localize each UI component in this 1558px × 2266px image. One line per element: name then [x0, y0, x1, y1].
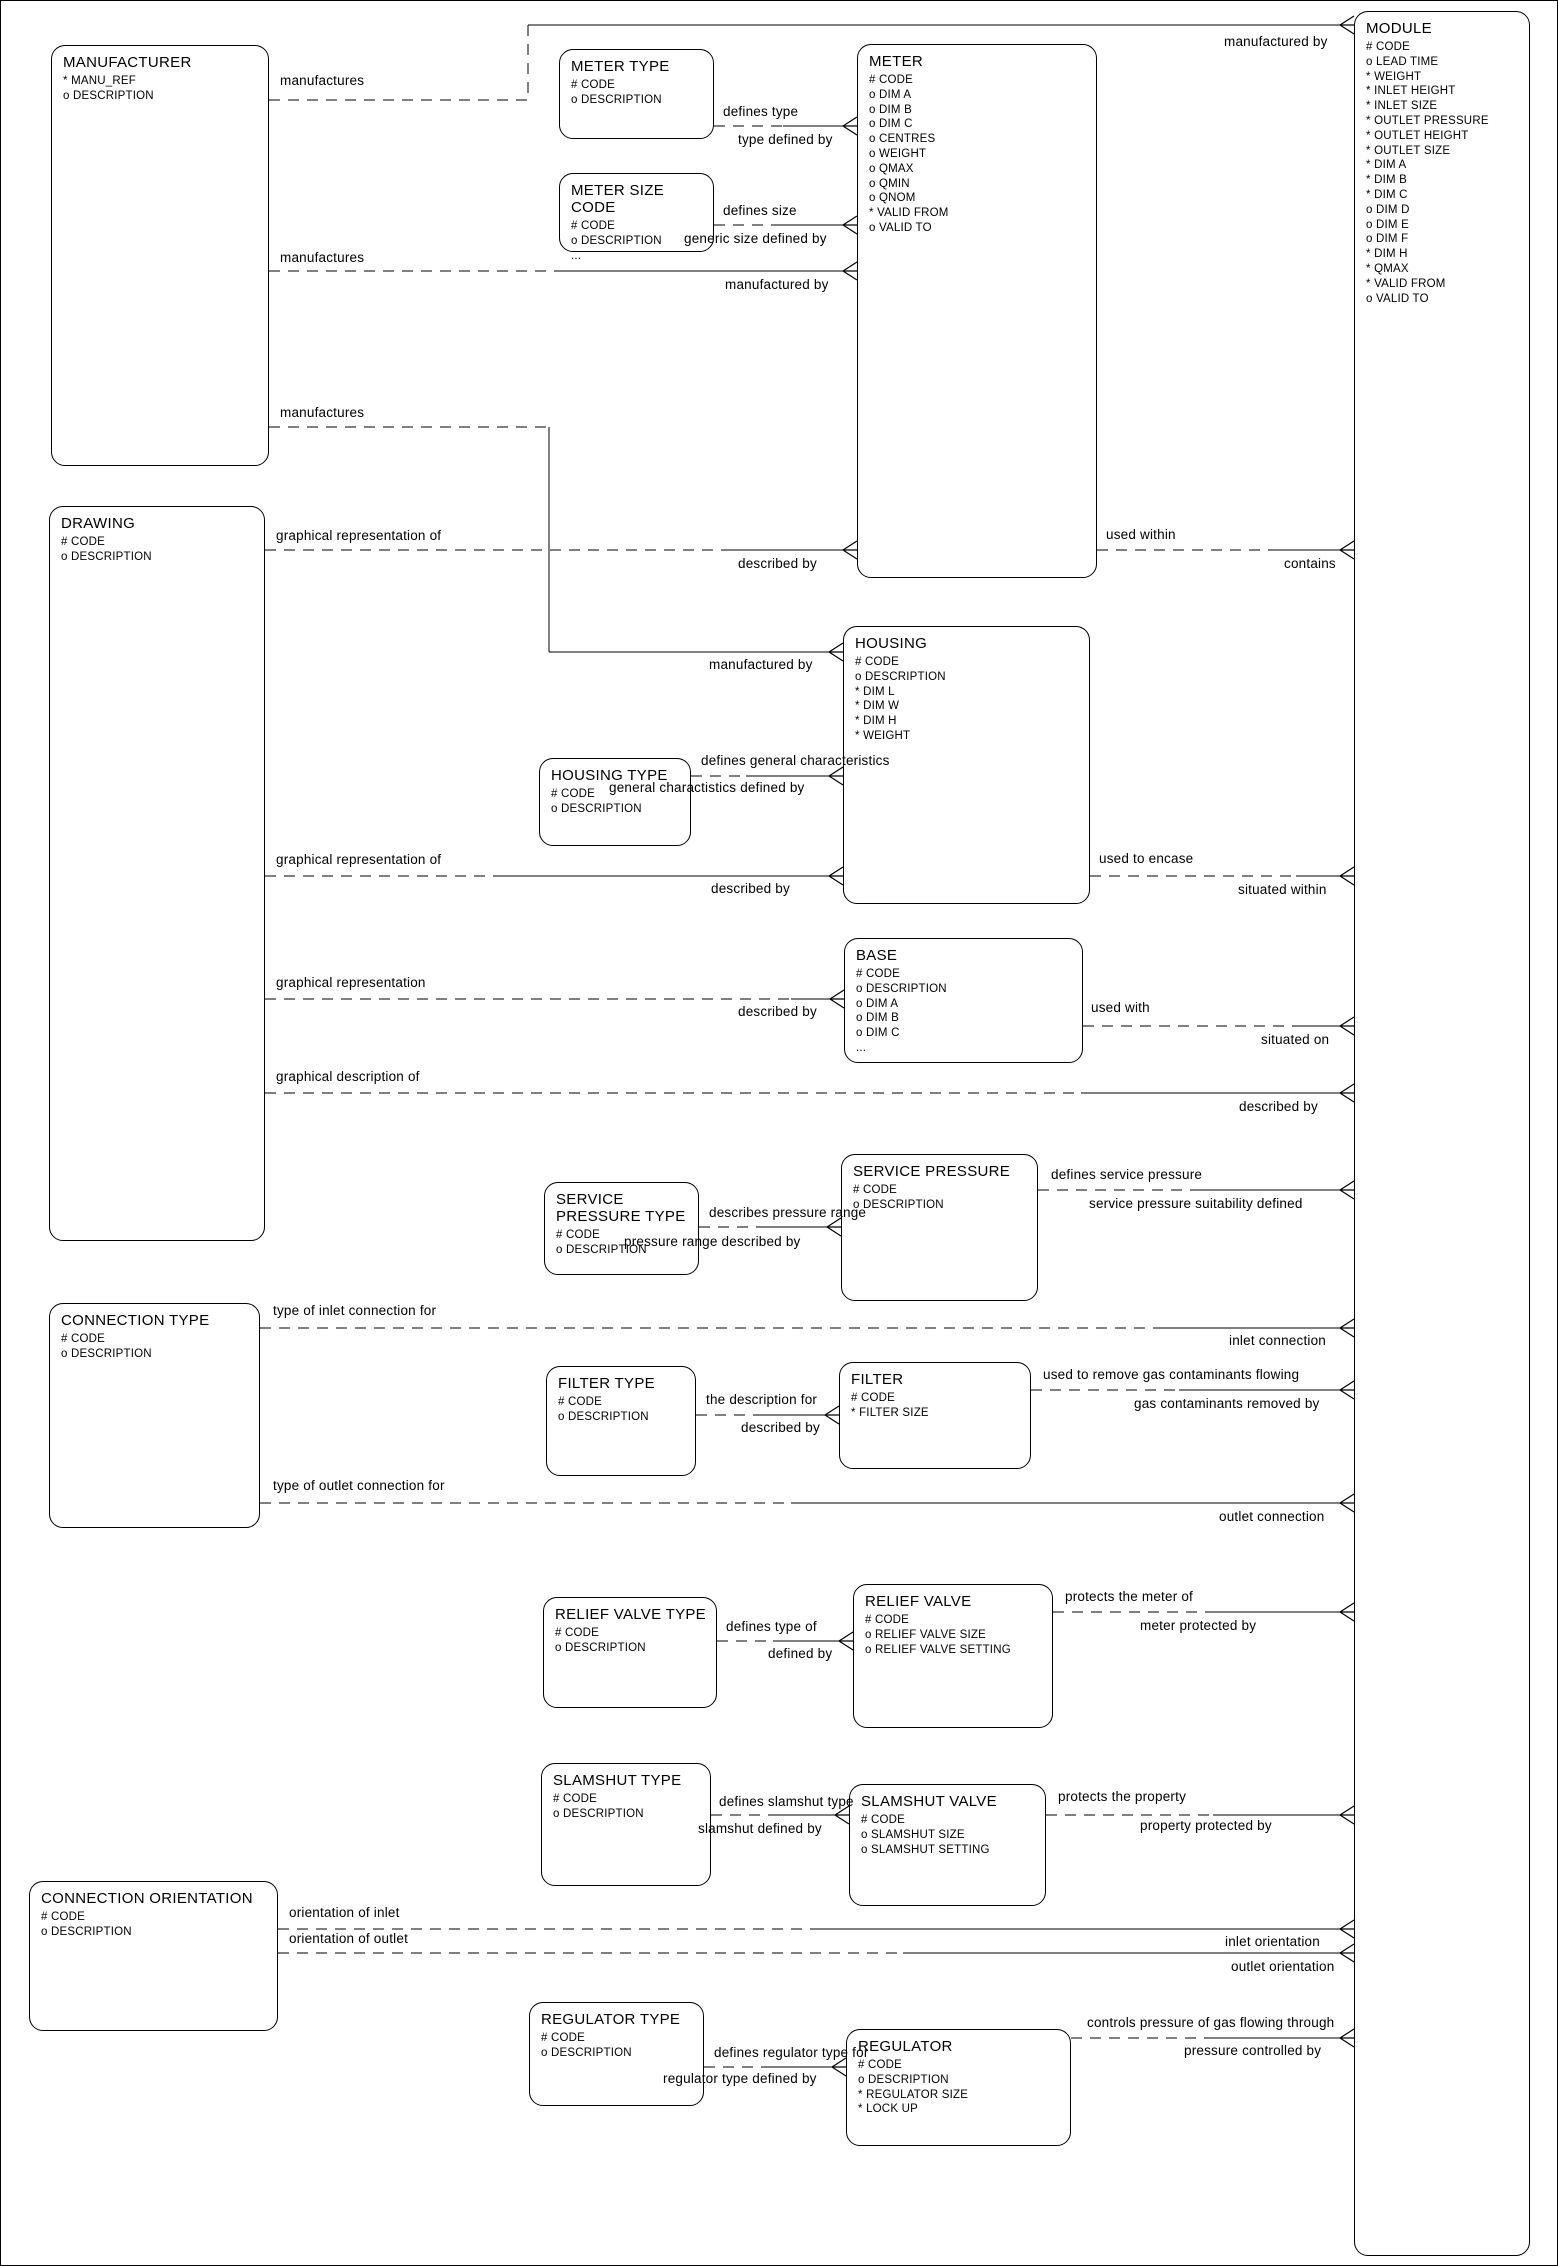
entity-attribute: * WEIGHT [855, 729, 911, 742]
entity-attribute: o DESCRIPTION [541, 2046, 632, 2059]
relationship-label-defines-type: defines type [723, 104, 799, 119]
entity-relief-valve-type[interactable] [543, 1597, 717, 1708]
entity-connection-orientation[interactable] [29, 1881, 278, 2031]
entity-attribute: o CENTRES [869, 133, 936, 146]
relationship-label-outlet-orientation: outlet orientation [1231, 1959, 1335, 1974]
entity-attribute: # CODE [541, 2032, 586, 2044]
entity-regulator-type[interactable] [529, 2002, 704, 2106]
relationship-label-used-with: used with [1091, 1000, 1150, 1015]
entity-attribute: * DIM W [855, 700, 900, 713]
relationship-label-described-by-filter: described by [741, 1420, 820, 1435]
entity-attribute: o DIM F [1366, 233, 1409, 246]
relationship-label-meter-protected-by: meter protected by [1140, 1618, 1257, 1633]
relationship-label-defines-size: defines size [723, 203, 797, 218]
entity-slamshut-valve[interactable] [849, 1784, 1046, 1906]
relationship-label-described-by-base: described by [738, 1004, 817, 1019]
entity-attribute: # CODE [571, 79, 616, 91]
entity-attribute: o QMAX [869, 162, 914, 175]
entity-filter[interactable] [839, 1362, 1031, 1469]
entity-attribute: * VALID FROM [869, 207, 949, 220]
entity-title: FILTER [851, 1371, 904, 1388]
entity-attribute: # CODE [61, 1333, 106, 1345]
relationship-label-orientation-of-inlet: orientation of inlet [289, 1905, 400, 1920]
entity-attribute: o DESCRIPTION [61, 1347, 152, 1360]
entity-title: DRAWING [61, 515, 136, 532]
entity-attribute: # CODE [1366, 41, 1411, 53]
entity-attribute: o DESCRIPTION [856, 982, 947, 995]
entity-attribute: o VALID TO [869, 221, 932, 234]
entity-attribute: # CODE [861, 1814, 906, 1826]
entity-attribute: * QMAX [1366, 262, 1409, 275]
entity-attributes [851, 1391, 1020, 1421]
relationship-label-manufactures-3: manufactures [280, 405, 365, 420]
entity-slamshut-type[interactable] [541, 1763, 711, 1886]
entity-title: MANUFACTURER [63, 54, 192, 71]
relationship-label-described-by-module: described by [1239, 1099, 1318, 1114]
entity-attribute: * DIM C [1366, 188, 1408, 201]
entity-attribute: o QNOM [869, 192, 916, 205]
relationship-label-slamshut-defined-by: slamshut defined by [698, 1821, 822, 1836]
entity-attribute: # CODE [856, 968, 901, 980]
entity-attribute: o DESCRIPTION [553, 1807, 644, 1820]
relationship-label-manufactures-2: manufactures [280, 250, 365, 265]
entity-manufacturer[interactable] [51, 45, 269, 466]
entity-attribute: o DIM B [869, 103, 912, 116]
entity-title: METER SIZE CODE [571, 182, 665, 216]
entity-attribute: o DESCRIPTION [556, 1243, 647, 1256]
relationship-label-defines-slamshut-type: defines slamshut type [719, 1794, 854, 1809]
entity-attribute: * INLET HEIGHT [1366, 85, 1456, 98]
relationship-label-pressure-controlled-by: pressure controlled by [1184, 2043, 1322, 2058]
relationship-label-gas-contaminants-removed-by: gas contaminants removed by [1134, 1396, 1320, 1411]
relationship-label-regulator-type-defined-by: regulator type defined by [663, 2071, 817, 2086]
entity-attributes [41, 1910, 267, 1940]
entity-attributes [61, 535, 254, 565]
relationship-label-property-protected-by: property protected by [1140, 1818, 1272, 1833]
entity-attribute: o VALID TO [1366, 292, 1429, 305]
entity-attribute: o DESCRIPTION [41, 1925, 132, 1938]
entity-attribute: * OUTLET HEIGHT [1366, 129, 1469, 142]
entity-attribute: * INLET SIZE [1366, 100, 1438, 113]
entity-attribute: ... [571, 249, 582, 262]
relationship-label-contains: contains [1284, 556, 1336, 571]
entity-attribute: # CODE [851, 1392, 896, 1404]
entity-attribute: * DIM A [1366, 159, 1407, 172]
relationship-label-inlet-orientation: inlet orientation [1225, 1934, 1320, 1949]
entity-attribute: # CODE [551, 788, 596, 800]
relationship-label-graphical-description-of: graphical description of [276, 1069, 420, 1084]
entity-attribute: # CODE [553, 1793, 598, 1805]
entity-title: METER [869, 53, 923, 70]
entity-attribute: o DIM A [856, 997, 899, 1010]
entity-service-pressure-type[interactable] [544, 1182, 699, 1275]
entity-attribute: o SLAMSHUT SIZE [861, 1828, 965, 1841]
entity-attributes [858, 2058, 1060, 2117]
entity-attribute: * VALID FROM [1366, 277, 1446, 290]
relationship-label-defines-regulator-type-for: defines regulator type for [714, 2045, 869, 2060]
entity-attribute: # CODE [61, 536, 106, 548]
entity-attribute: o RELIEF VALVE SETTING [865, 1643, 1011, 1656]
entity-attribute: * FILTER SIZE [851, 1406, 929, 1419]
entity-attribute: # CODE [865, 1614, 910, 1626]
entity-attribute: o DESCRIPTION [571, 93, 662, 106]
entity-attribute: o DIM A [869, 88, 912, 101]
entity-title: HOUSING TYPE [551, 767, 668, 784]
entity-attribute: # CODE [853, 1184, 898, 1196]
relationship-label-graphical-representation-of-housing: graphical representation of [276, 852, 442, 867]
relationship-label-type-defined-by: type defined by [738, 132, 833, 147]
relationship-label-service-pressure-suitability-defined: service pressure suitability defined [1089, 1196, 1303, 1211]
entity-attribute: o WEIGHT [869, 147, 927, 160]
entity-attribute: o DESCRIPTION [855, 670, 946, 683]
relationship-label-type-of-inlet-connection-for: type of inlet connection for [273, 1303, 437, 1318]
entity-attribute: o DESCRIPTION [61, 550, 152, 563]
entity-base[interactable] [844, 938, 1083, 1063]
entity-title: METER TYPE [571, 58, 670, 75]
entity-attributes [865, 1613, 1042, 1657]
entity-attribute: o DESCRIPTION [63, 89, 154, 102]
relationship-label-used-to-remove-gas-contaminants-flowing: used to remove gas contaminants flowing [1043, 1367, 1300, 1382]
entity-attribute: * DIM H [1366, 248, 1408, 261]
entity-attribute: * LOCK UP [858, 2103, 918, 2116]
entity-attribute: o DIM E [1366, 218, 1409, 231]
entity-attributes [861, 1813, 1035, 1857]
relationship-label-defines-service-pressure: defines service pressure [1051, 1167, 1203, 1182]
entity-relief-valve[interactable] [853, 1584, 1053, 1728]
entity-attribute: o RELIEF VALVE SIZE [865, 1628, 986, 1641]
entity-module[interactable] [1354, 11, 1530, 2256]
entity-attributes [541, 2031, 693, 2061]
relationship-label-manufactures-1: manufactures [280, 73, 365, 88]
entity-attribute: o QMIN [869, 177, 910, 190]
entity-attribute: o DESCRIPTION [571, 234, 662, 247]
entity-meter[interactable] [857, 44, 1097, 578]
entity-attribute: # CODE [555, 1627, 600, 1639]
entity-attribute: o DIM B [856, 1012, 899, 1025]
entity-service-pressure[interactable] [841, 1154, 1038, 1301]
entity-title: RELIEF VALVE [865, 1593, 972, 1610]
relationship-label-described-by-housing: described by [711, 881, 790, 896]
entity-attributes [855, 655, 1079, 744]
entity-attribute: o DESCRIPTION [551, 802, 642, 815]
relationship-label-graphical-representation-of-meter: graphical representation of [276, 528, 442, 543]
relationship-label-pressure-range-described-by: pressure range described by [624, 1234, 801, 1249]
entity-attributes [853, 1183, 1027, 1213]
relationship-label-situated-on: situated on [1261, 1032, 1330, 1047]
entity-attributes [571, 78, 703, 108]
entity-title: RELIEF VALVE TYPE [555, 1606, 706, 1623]
entity-filter-type[interactable] [546, 1366, 696, 1476]
entity-attribute: * OUTLET PRESSURE [1366, 114, 1489, 127]
relationship-label-orientation-of-outlet: orientation of outlet [289, 1931, 409, 1946]
relationship-label-manufactured-by-housing: manufactured by [709, 657, 813, 672]
relationship-label-controls-pressure-of-gas-flowing-through: controls pressure of gas flowing through [1087, 2015, 1335, 2030]
entity-attribute: # CODE [858, 2059, 903, 2071]
entity-attribute: o DESCRIPTION [853, 1198, 944, 1211]
entity-drawing[interactable] [49, 506, 265, 1241]
entity-connection-type[interactable] [49, 1303, 260, 1528]
relationship-label-manufactured-by-module: manufactured by [1224, 34, 1328, 49]
entity-housing-type[interactable] [539, 758, 691, 846]
entity-title: REGULATOR TYPE [541, 2011, 681, 2028]
relationship-label-type-of-outlet-connection-for: type of outlet connection for [273, 1478, 445, 1493]
entity-attribute: * DIM L [855, 685, 895, 698]
entity-attribute: o DESCRIPTION [555, 1641, 646, 1654]
relationship-label-protects-the-meter-of: protects the meter of [1065, 1589, 1194, 1604]
entity-attribute: * DIM H [855, 715, 897, 728]
entity-attributes [553, 1792, 700, 1822]
entity-title: SERVICE PRESSURE [853, 1163, 1011, 1180]
entity-attribute: o LEAD TIME [1366, 55, 1439, 68]
entity-attribute: * DIM B [1366, 174, 1408, 187]
entity-attributes [63, 74, 258, 104]
relationship-label-defines-general-characteristics: defines general characteristics [701, 753, 890, 768]
entity-title: CONNECTION ORIENTATION [41, 1890, 253, 1907]
relationship-label-general-charactistics-defined-by: general charactistics defined by [609, 780, 805, 795]
relationship-label-inlet-connection: inlet connection [1229, 1333, 1327, 1348]
entity-attribute: # CODE [558, 1396, 603, 1408]
relationship-label-defines-type-of: defines type of [726, 1619, 817, 1634]
relationship-label-described-by-meter: described by [738, 556, 817, 571]
entity-attribute: o SLAMSHUT SETTING [861, 1843, 990, 1856]
relationship-label-used-within: used within [1106, 527, 1176, 542]
entity-attribute: # CODE [556, 1229, 601, 1241]
entity-title: MODULE [1366, 20, 1432, 37]
entity-attributes [558, 1395, 685, 1425]
entity-title: BASE [856, 947, 898, 964]
entity-title: HOUSING [855, 635, 928, 652]
entity-title: SERVICE PRESSURE TYPE [556, 1191, 686, 1225]
entity-attribute: ... [856, 1041, 867, 1054]
relationship-label-outlet-connection: outlet connection [1219, 1509, 1325, 1524]
entity-attribute: o DESCRIPTION [858, 2073, 949, 2086]
entity-attributes [856, 967, 1072, 1056]
entity-attributes [869, 73, 1086, 236]
entity-attribute: # CODE [571, 220, 616, 232]
entity-attribute: o DIM C [856, 1027, 900, 1040]
entity-title: SLAMSHUT VALVE [861, 1793, 997, 1810]
relationship-label-graphical-representation: graphical representation [276, 975, 426, 990]
entity-title: REGULATOR [858, 2038, 953, 2055]
entity-attributes [1366, 40, 1519, 306]
entity-attribute: * MANU_REF [63, 75, 136, 87]
relationship-label-describes-pressure-range: describes pressure range [709, 1205, 867, 1220]
relationship-label-used-to-encase: used to encase [1099, 851, 1194, 866]
entity-title: CONNECTION TYPE [61, 1312, 210, 1329]
relationship-label-protects-the-property: protects the property [1058, 1789, 1187, 1804]
entity-attributes [555, 1626, 706, 1656]
entity-attribute: o DESCRIPTION [558, 1410, 649, 1423]
entity-attributes [61, 1332, 249, 1362]
entity-attribute: * WEIGHT [1366, 70, 1422, 83]
relationship-label-manufactured-by-meter: manufactured by [725, 277, 829, 292]
entity-title: SLAMSHUT TYPE [553, 1772, 682, 1789]
entity-title: FILTER TYPE [558, 1375, 655, 1392]
relationship-label-defined-by: defined by [768, 1646, 833, 1661]
entity-attribute: # CODE [869, 74, 914, 86]
entity-attribute: # CODE [855, 656, 900, 668]
entity-regulator[interactable] [846, 2029, 1071, 2146]
entity-attribute: # CODE [41, 1911, 86, 1923]
relationship-label-the-description-for: the description for [706, 1392, 818, 1407]
entity-attribute: o DIM C [869, 118, 913, 131]
entity-meter-type[interactable] [559, 49, 714, 139]
relationship-label-situated-within: situated within [1238, 882, 1327, 897]
entity-attribute: * OUTLET SIZE [1366, 144, 1451, 157]
entity-attribute: * REGULATOR SIZE [858, 2088, 969, 2101]
relationship-label-generic-size-defined-by: generic size defined by [684, 231, 827, 246]
entity-attribute: o DIM D [1366, 203, 1410, 216]
